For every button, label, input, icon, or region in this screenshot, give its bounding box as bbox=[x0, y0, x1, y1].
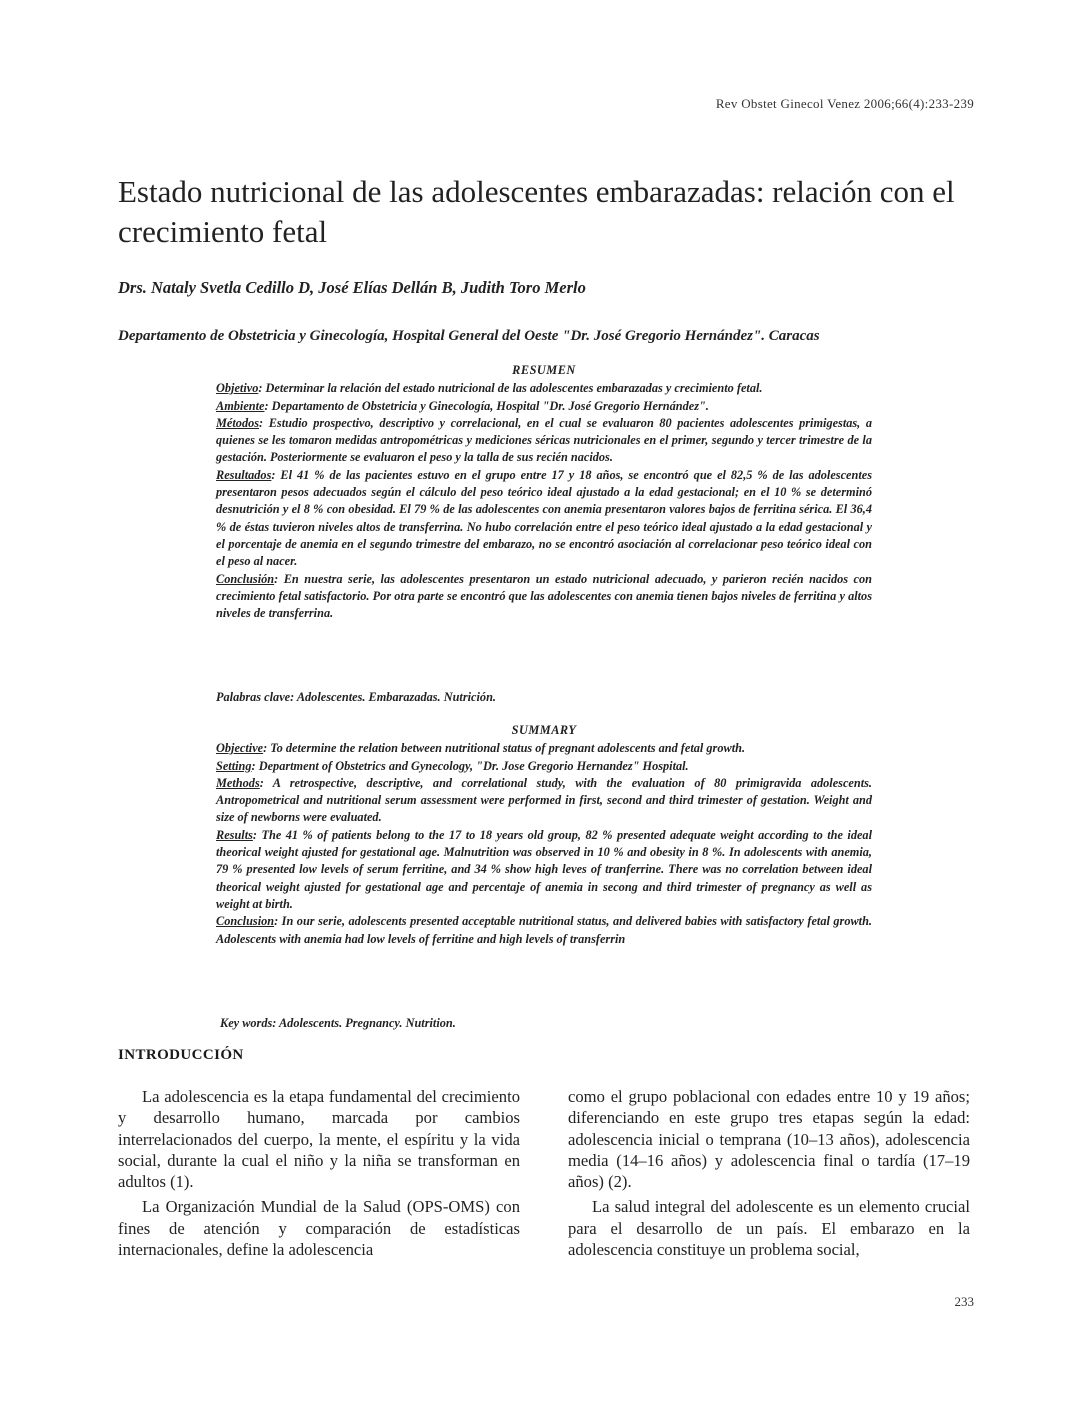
resumen-objetivo-text: : Determinar la relación del estado nutricional de las adolescentes embarazadas y crecimiento fetal. bbox=[258, 381, 763, 396]
summary-conclusion bbox=[216, 913, 872, 948]
resumen-objetivo-label: Objetivo bbox=[216, 381, 259, 396]
resumen-ambiente-label: Ambiente bbox=[216, 398, 265, 413]
introduccion-heading: INTRODUCCIÓN bbox=[118, 1047, 244, 1063]
summary-objective-label: Objective bbox=[216, 741, 264, 756]
resumen-metodos-label: Métodos bbox=[216, 415, 260, 430]
summary-conclusion-text: : In our serie, adolescents presented acceptable nutritional status, and delivered babies with satisfactory fetal growth. Adolescents with anemia had low levels of ferritine and high levels of transferrin bbox=[216, 914, 872, 946]
summary-results-label: Results bbox=[216, 827, 253, 842]
body-paragraph: La salud integral del adolescente es un elemento crucial para el desarrollo de un país. El embarazo en la adolescencia constituye un problema social, bbox=[568, 1197, 970, 1260]
resumen-conclusion-text: : En nuestra serie, las adolescentes presentaron un estado nutricional adecuado, y parieron recién nacidos con crecimiento fetal satisfactorio. Por otra parte se encontró que las adolescentes con anemia tienen bajos niveles de ferritina y altos niveles de transferrina. bbox=[216, 571, 872, 621]
author-affiliation: Departamento de Obstetricia y Ginecología, Hospital General del Oeste "Dr. José Gregorio Hernández". Caracas bbox=[118, 328, 820, 344]
body-column-right bbox=[568, 1086, 970, 1260]
resumen-objetivo bbox=[216, 380, 872, 397]
summary-results bbox=[216, 827, 872, 913]
resumen-metodos-text: : Estudio prospectivo, descriptivo y correlacional, en el cual se evaluaron 80 pacientes adolescentes primigestas, a quienes se les tomaron medidas antropométricas y mediciones séricas nutricionales en el primer, segundo y tercer trimestre de la gestación. Posteriormente se evaluaron el peso y la talla de sus recién nacidos. bbox=[216, 415, 872, 465]
summary-setting-text: : Department of Obstetrics and Gynecology, "Dr. Jose Gregorio Hernandez" Hospital. bbox=[251, 758, 689, 773]
summary-setting bbox=[216, 758, 872, 775]
summary-conclusion-label: Conclusion bbox=[216, 914, 275, 929]
summary-methods-label: Methods bbox=[216, 775, 260, 790]
summary-methods bbox=[216, 775, 872, 827]
article-authors: Drs. Nataly Svetla Cedillo D, José Elías Dellán B, Judith Toro Merlo bbox=[118, 278, 586, 297]
summary-objective bbox=[216, 740, 872, 757]
summary-methods-text: : A retrospective, descriptive, and correlational study, with the evaluation of 80 primigravida adolescents. Antropometrical and nutritional serum assessment were performed in first, second and third trimester of gestation. Weight and size of newborns were evaluated. bbox=[216, 775, 872, 825]
resumen-ambiente-text: : Departamento de Obstetricia y Ginecología, Hospital "Dr. José Gregorio Hernández". bbox=[264, 398, 709, 413]
journal-citation: Rev Obstet Ginecol Venez 2006;66(4):233-239 bbox=[715, 96, 974, 111]
resumen-ambiente bbox=[216, 398, 872, 415]
summary-setting-label: Setting bbox=[216, 758, 252, 773]
resumen-conclusion bbox=[216, 571, 872, 623]
summary-heading: SUMMARY bbox=[511, 723, 577, 737]
palabras-clave: Palabras clave: Adolescentes. Embarazadas. Nutrición. bbox=[216, 690, 496, 704]
key-words: Key words: Adolescents. Pregnancy. Nutrition. bbox=[220, 1016, 456, 1030]
body-paragraph: La Organización Mundial de la Salud (OPS-OMS) con fines de atención y comparación de estadísticas internacionales, define la adolescencia bbox=[118, 1197, 520, 1260]
resumen-resultados-text: : El 41 % de las pacientes estuvo en el grupo entre 17 y 18 años, se encontró que el 82,5 % de las adolescentes presentaron pesos adecuados según el cálculo del peso teórico ideal ajustado a la edad gestacional; en el 10 % se determinó desnutrición y el 8 % con obesidad. El 79 % de las adolescentes con anemia presentaron valores bajos de ferritina sérica. El 36,4 % de éstas tuvieron niveles altos de transferrina. No hubo correlación entre el peso teórico ideal ajustado a la edad gestacional y el porcentaje de anemia en el segundo trimestre del embarazo, no se encontró asociación al correlacionar peso teórico ideal con el peso al nacer. bbox=[216, 467, 872, 569]
summary-abstract bbox=[216, 722, 872, 948]
resumen-resultados-label: Resultados bbox=[216, 467, 272, 482]
body-column-left bbox=[118, 1086, 520, 1260]
resumen-conclusion-label: Conclusión bbox=[216, 571, 275, 586]
summary-objective-text: : To determine the relation between nutritional status of pregnant adolescents and fetal growth. bbox=[263, 741, 746, 756]
resumen-resultados bbox=[216, 467, 872, 571]
body-paragraph: La adolescencia es la etapa fundamental del crecimiento y desarrollo humano, marcada por cambios interrelacionados del cuerpo, la mente, el espíritu y la vida social, durante la cual el niño y la niña se transforman en adultos (1). bbox=[118, 1087, 520, 1192]
resumen-heading: RESUMEN bbox=[512, 363, 576, 377]
body-paragraph: como el grupo poblacional con edades entre 10 y 19 años; diferenciando en este grupo tres etapas según la edad: adolescencia inicial o temprana (10–13 años), adolescencia media (14–16 años) y adolescencia final o tardía (17–19 años) (2). bbox=[568, 1087, 970, 1192]
summary-results-text: : The 41 % of patients belong to the 17 to 18 years old group, 82 % presented adequate weight according to the ideal theorical weight ajusted for gestational age. Malnutrition was observed in 10 % and obesity in 8 %. In adolescents with anemia, 79 % presented low levels of serum ferritine, and 34 % show high leves of tranferrine. There was no correlation between ideal theorical weight ajusted for gestational age and percentaje of anemia in secong and third trimester of pregnancy as well as weight at birth. bbox=[216, 827, 872, 911]
resumen-metodos bbox=[216, 415, 872, 467]
article-title: Estado nutricional de las adolescentes embarazadas: relación con el crecimiento fetal bbox=[118, 174, 955, 249]
resumen-abstract bbox=[216, 362, 872, 622]
page-number: 233 bbox=[954, 1294, 974, 1309]
